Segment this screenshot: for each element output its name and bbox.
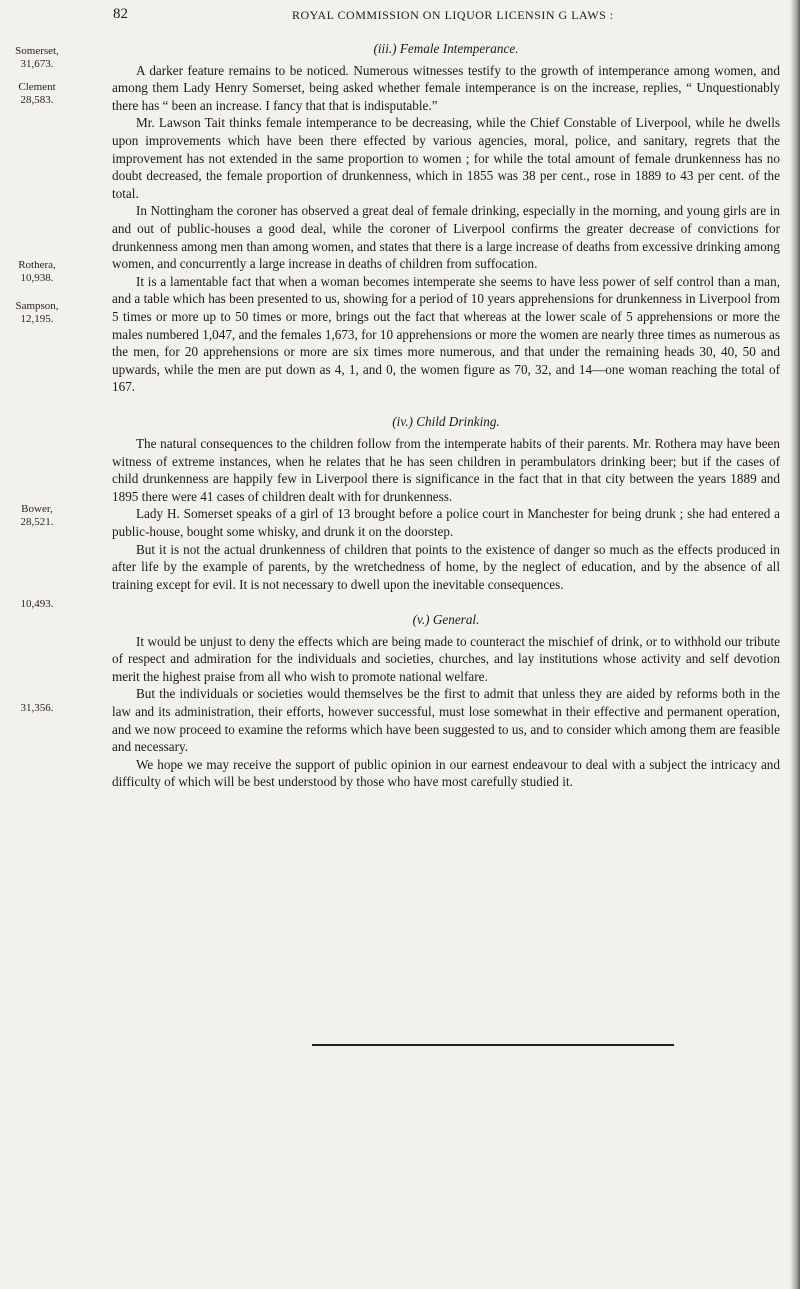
margin-note-somerset — [6, 45, 68, 70]
margin-note-name: Rothera, — [18, 259, 56, 271]
running-title: ROYAL COMMISSION ON LIQUOR LICENSIN G LAWS : — [292, 8, 614, 22]
margin-note-bower — [6, 503, 68, 528]
paragraph: A darker feature remains to be noticed. Numerous witnesses testify to the growth of intemperance among women, and among them Lady Henry Somerset, being asked whether female intemperance is on the increase, replies, “ Unquestionably there has “ been an increase. I fancy that that is indisputable.” — [112, 62, 780, 113]
margin-note-ref: 12,195. — [20, 312, 54, 325]
margin-note-ref: 10,493. — [20, 598, 54, 610]
paragraph: But the individuals or societies would themselves be the first to admit that unless they are aided by reforms both in the law and its administration, their efforts, however successful, must lose somewhat in their effective and permanent operation, and we now proceed to examine the reforms which have been suggested to us, and to consider which among them are feasible and necessary. — [112, 686, 780, 755]
paragraph: It would be unjust to deny the effects which are being made to counteract the mischief of drink, or to withhold our tribute of respect and admiration for the individuals and societies, churches, and lay institutions whose activity and self devotion merit the highest praise from all who wish to promote national welfare. — [112, 633, 780, 684]
paragraph: It is a lamentable fact that when a woman becomes intemperate she seems to have less power of self control than a man, and a table which has been presented to us, showing for a period of 10 years apprehensions for drunkenness in Liverpool from 5 times or more up to 50 times or more, brings out the fact that whereas at the lower scale of 5 apprehensions or more the males numbered 1,047, and the females 1,673, for 10 apprehensions or more the women are nearly three times as numerous as the men, for 20 apprehensions or more are six times more numerous, and that under the remaining heads 30, 40, 50 and upwards, while the men are put down as 4, 1, and 0, the women figure as 70, 32, and 14—one woman reaching the total of 167. — [112, 273, 780, 395]
paragraph: Lady H. Somerset speaks of a girl of 13 brought before a police court in Manchester for being drunk ; she had entered a public-house, bought some whisky, and drunk it on the doorstep. — [112, 506, 780, 540]
margin-note-sampson — [6, 300, 68, 325]
page-number: 82 — [113, 6, 128, 22]
main-text — [112, 40, 780, 791]
margin-note-name: Bower, — [21, 503, 53, 515]
section-heading-child-drinking: (iv.) Child Drinking. — [392, 414, 500, 430]
margin-note-ref: 28,583. — [20, 93, 54, 106]
margin-note-31356 — [6, 702, 68, 715]
page-header — [0, 6, 800, 28]
closing-rule — [312, 1044, 674, 1046]
margin-note-10493 — [6, 598, 68, 611]
margin-note-ref: 10,938. — [20, 271, 54, 284]
margin-note-rothera — [6, 259, 68, 284]
margin-note-name: Somerset, — [15, 45, 59, 57]
paragraph: In Nottingham the coroner has observed a great deal of female drinking, especially in the morning, and young girls are in and out of public-houses a good deal, while the coroner of Liverpool confirms the greater decrease of convictions for drunkenness among men than among women, and states that there is a large increase of deaths from excessive drinking among women, and concurrently a large increase in deaths of children from suffocation. — [112, 203, 780, 272]
section-heading-general: (v.) General. — [412, 612, 480, 627]
paragraph: The natural consequences to the children follow from the intemperate habits of their parents. Mr. Rothera may have been witness of extreme instances, when he relates that he has seen children in perambulators drinking beer; but if the cases of child drunkenness are happily few in Liverpool there is significance in the fact that in that city between the years 1889 and 1895 there were 41 cases of children dealt with for drunkenness. — [112, 436, 780, 504]
margin-note-ref: 28,521. — [20, 515, 54, 528]
paragraph: Mr. Lawson Tait thinks female intemperance to be decreasing, while the Chief Constable of Liverpool, while he dwells upon improvements which have been there effected by various agencies, moral, police, and sanitary, regrets that the improvement has not extended in the same proportion to women ; for while the total amount of female drunkenness has no doubt decreased, the female proportion of drunkenness, which in 1855 was 38 per cent., rose in 1889 to 43 per cent. of the total. — [112, 115, 780, 201]
paragraph: But it is not the actual drunkenness of children that points to the existence of danger so much as the effects produced in after life by the example of parents, by the wretchedness of home, by the neglect of education, and by the absence of all training except for evil. It is not necessary to dwell upon the inevitable consequences. — [112, 541, 780, 592]
paragraph: We hope we may receive the support of public opinion in our earnest endeavour to deal with a subject the intricacy and difficulty of which will be best understood by those who have most carefully studied it. — [112, 756, 780, 790]
page-edge-shadow — [790, 0, 800, 1289]
margin-note-name: Sampson, — [15, 300, 59, 312]
margin-note-ref: 31,356. — [20, 702, 54, 714]
section-heading-female-intemperance: (iii.) Female Intemperance. — [373, 41, 519, 56]
margin-note-name: Clement — [18, 81, 56, 93]
margin-note-clement — [6, 81, 68, 106]
margin-note-ref: 31,673. — [20, 57, 54, 70]
